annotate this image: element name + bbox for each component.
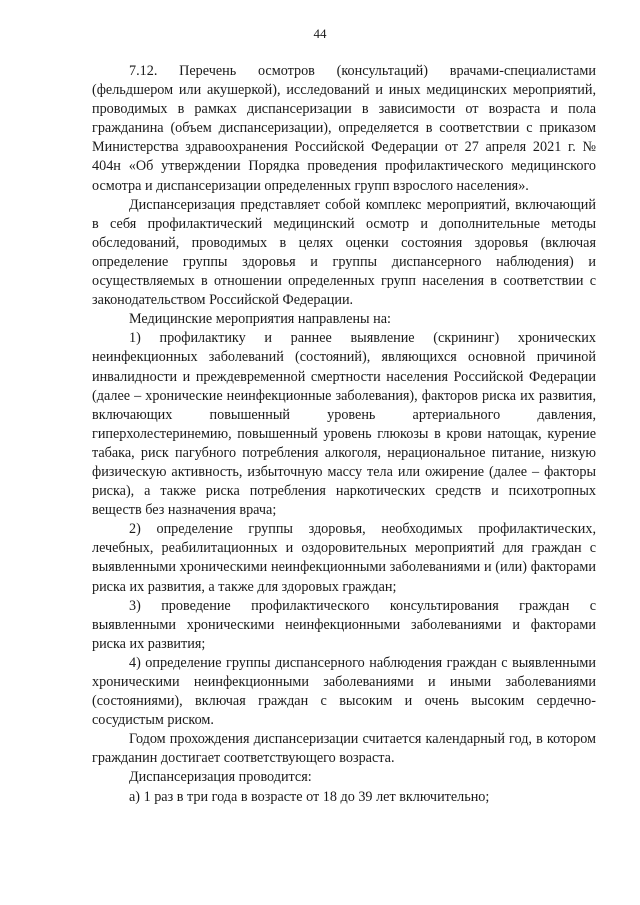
list-item-a: а) 1 раз в три года в возрасте от 18 до 39 лет включительно;: [129, 788, 490, 805]
paragraph-7-12: 7.12. Перечень осмотров (консультаций) врачами-специалистами (фельдшером или акушеркой), исследований и иных медицинских мероприятий, проводимых в рамках диспансеризации в зависимости от возраста и пола гражданина (объем диспансеризации), определяется в соответствии с приказом Министерства здравоохранения Российской Федерации от 27 апреля 2021 г. № 404н «Об утверждении Порядка проведения профилактического медицинского осмотра и диспансеризации определенных групп взрослого населения».: [92, 63, 596, 194]
page-number: 44: [313, 26, 327, 41]
paragraph-dispensary-definition: Диспансеризация представляет собой комплекс мероприятий, включающий в себя профилактический медицинский осмотр и дополнительные методы обследований, проводимых в целях оценки состояния здоровья (включая определение группы здоровья и группы диспансерного наблюдения) и осуществляемых в отношении определенных групп населения в соответствии с законодательством Российской Федерации.: [92, 196, 596, 309]
paragraph-year-definition: Годом прохождения диспансеризации считается календарный год, в котором гражданин достигает соответствующего возраста.: [92, 731, 596, 767]
paragraph-measures-intro: Медицинские мероприятия направлены на:: [129, 311, 391, 328]
list-item-4: 4) определение группы диспансерного наблюдения граждан с выявленными хроническими неинфекционными заболеваниями и иными заболеваниями (состояниями), включая граждан с высоким и очень высоким сердечно-сосудистым риском.: [92, 654, 596, 729]
paragraph-conducted-intro: Диспансеризация проводится:: [129, 769, 312, 786]
document-body: [92, 62, 596, 807]
list-item-2: 2) определение группы здоровья, необходимых профилактических, лечебных, реабилитационных и оздоровительных мероприятий для граждан с выявленными хроническими неинфекционными заболеваниями и (или) факторами риска их развития, а также для здоровых граждан;: [92, 521, 596, 595]
list-item-1: 1) профилактику и раннее выявление (скрининг) хронических неинфекционных заболеваний (состояний), являющихся основной причиной инвалидности и преждевременной смертности населения Российской Федерации (далее – хронические неинфекционные заболевания), факторов риска их развития, включающих повышенный уровень артериального давления, гиперхолестеринемию, повышенный уровень глюкозы в крови натощак, курение табака, риск пагубного потребления алкоголя, нерациональное питание, низкую физическую активность, избыточную массу тела или ожирение (далее – факторы риска), а также риска потребления наркотических средств и психотропных веществ без назначения врача;: [92, 330, 596, 519]
list-item-3: 3) проведение профилактического консультирования граждан с выявленными хроническими неинфекционными заболеваниями и факторами риска их развития;: [92, 597, 596, 652]
